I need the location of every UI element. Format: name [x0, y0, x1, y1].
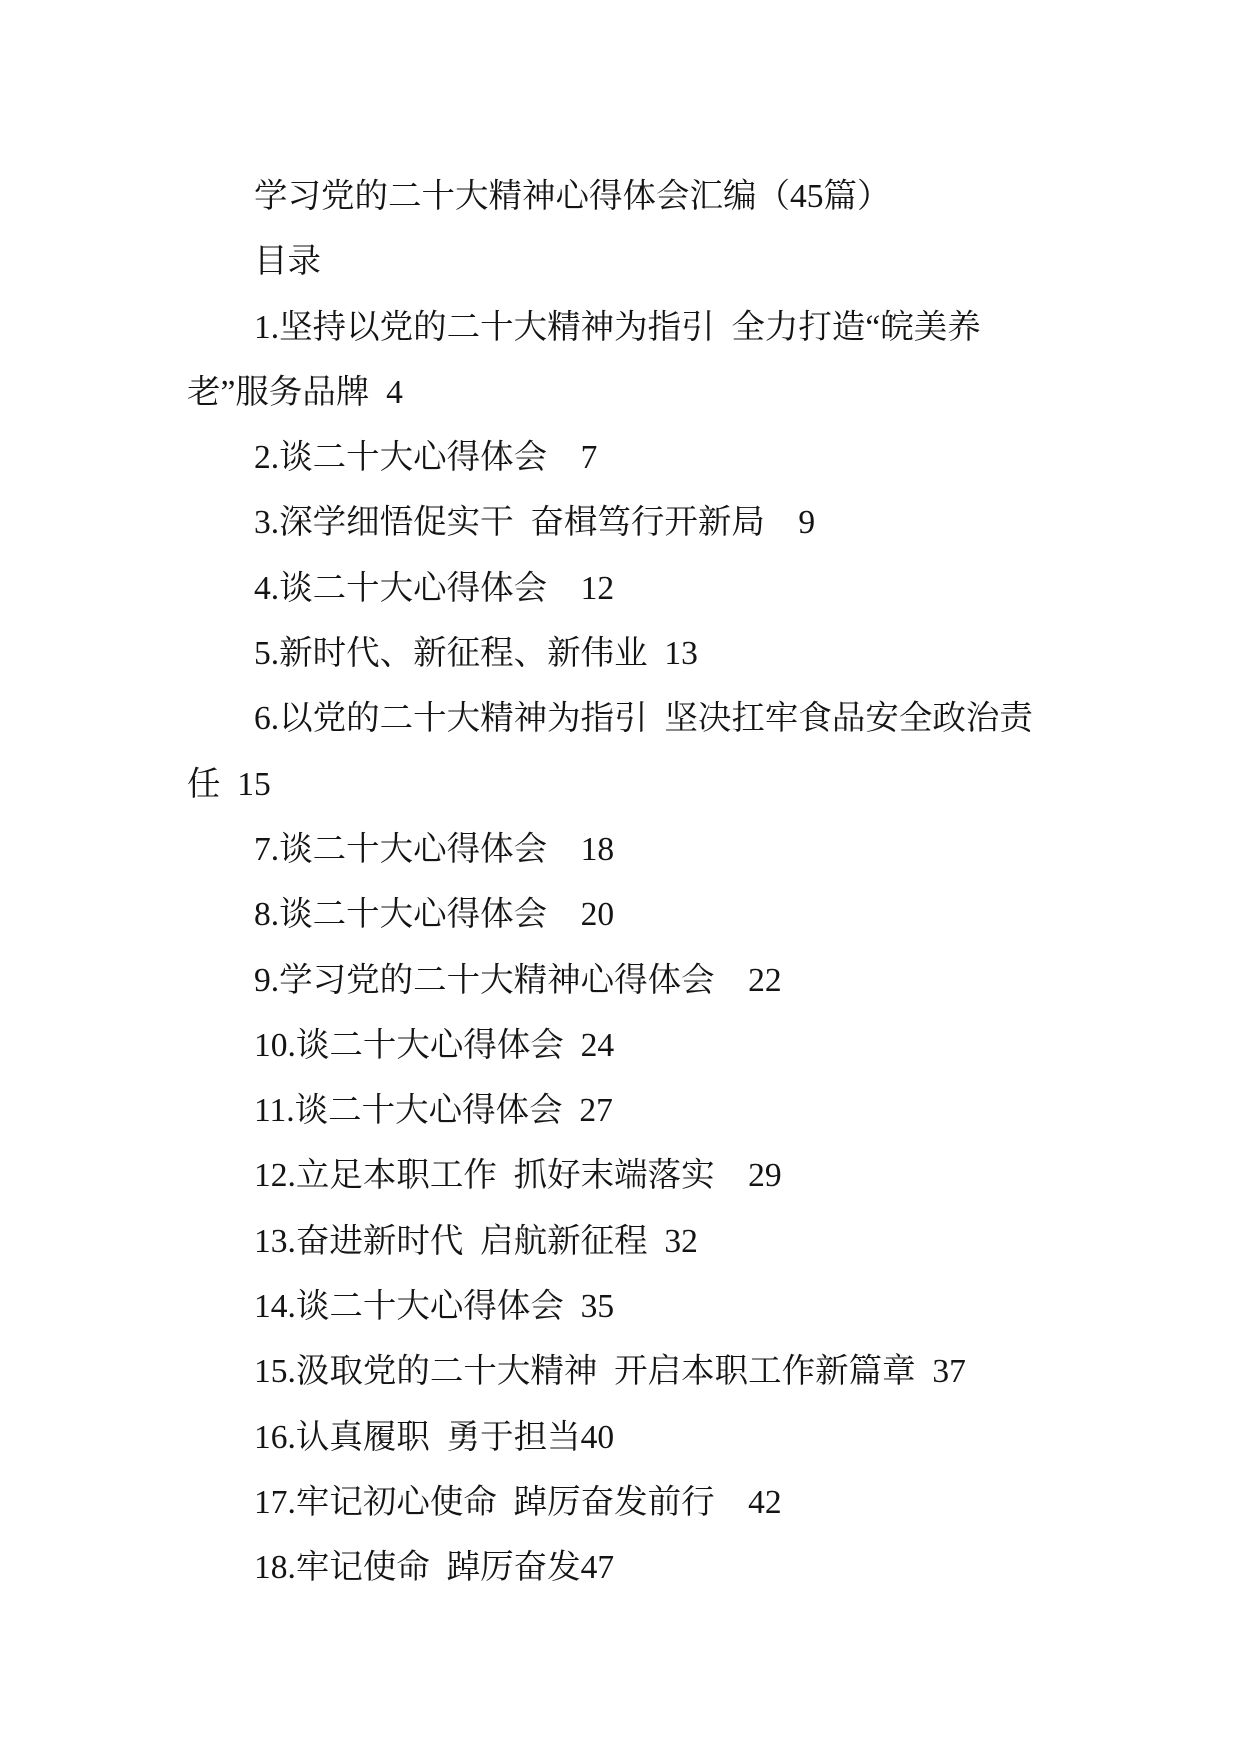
toc-entry-continuation: 任 15 — [187, 765, 271, 803]
toc-entry-text: 1.坚持以党的二十大精神为指引 全力打造“皖美养 — [254, 308, 981, 346]
toc-entry — [187, 1405, 1053, 1470]
toc-entry — [187, 1274, 1053, 1339]
toc-heading: 目录 — [254, 243, 321, 281]
toc-entry — [187, 686, 1053, 817]
toc-entry-text: 16.认真履职 勇于担当40 — [254, 1418, 615, 1456]
toc-entry-text: 17.牢记初心使命 踔厉奋发前行 42 — [254, 1483, 782, 1521]
toc-entry-text: 15.汲取党的二十大精神 开启本职工作新篇章 37 — [254, 1353, 966, 1391]
toc-entry — [187, 817, 1053, 882]
toc-entry-continuation: 老”服务品牌 4 — [187, 373, 403, 411]
toc-entry — [187, 948, 1053, 1013]
toc-entry — [187, 425, 1053, 490]
toc-entry-text: 6.以党的二十大精神为指引 坚决扛牢食品安全政治责 — [254, 700, 1033, 738]
toc-entry — [187, 1535, 1053, 1600]
toc-entry — [187, 621, 1053, 686]
toc-entry-text: 11.谈二十大心得体会 27 — [254, 1092, 613, 1130]
toc-entry-text: 12.立足本职工作 抓好末端落实 29 — [254, 1157, 782, 1195]
toc-entry-text: 18.牢记使命 踔厉奋发47 — [254, 1549, 615, 1587]
toc-entry-text: 8.谈二十大心得体会 20 — [254, 896, 615, 934]
toc-entry — [187, 1339, 1053, 1404]
toc-entry — [187, 556, 1053, 621]
toc-entry-text: 10.谈二十大心得体会 24 — [254, 1026, 615, 1064]
toc-entry-text: 4.谈二十大心得体会 12 — [254, 569, 615, 607]
toc-entry-text: 14.谈二十大心得体会 35 — [254, 1288, 615, 1326]
toc-entry — [187, 1209, 1053, 1274]
toc-entry-text: 7.谈二十大心得体会 18 — [254, 830, 615, 868]
toc-entry-text: 9.学习党的二十大精神心得体会 22 — [254, 961, 782, 999]
toc-entry — [187, 1078, 1053, 1143]
toc-entry-text: 13.奋进新时代 启航新征程 32 — [254, 1222, 698, 1260]
toc-entry-text: 5.新时代、新征程、新伟业 13 — [254, 635, 698, 673]
toc-entry-text: 3.深学细悟促实干 奋楫笃行开新局 9 — [254, 504, 816, 542]
toc-entry — [187, 490, 1053, 555]
document-title: 学习党的二十大精神心得体会汇编（45篇） — [254, 178, 891, 215]
document-page — [187, 164, 1053, 1601]
toc-entry — [187, 1143, 1053, 1208]
toc-entry — [187, 882, 1053, 947]
toc-list — [187, 295, 1053, 1601]
toc-entry — [187, 1013, 1053, 1078]
toc-entry — [187, 1470, 1053, 1535]
toc-entry-text: 2.谈二十大心得体会 7 — [254, 439, 598, 477]
toc-entry — [187, 295, 1053, 426]
